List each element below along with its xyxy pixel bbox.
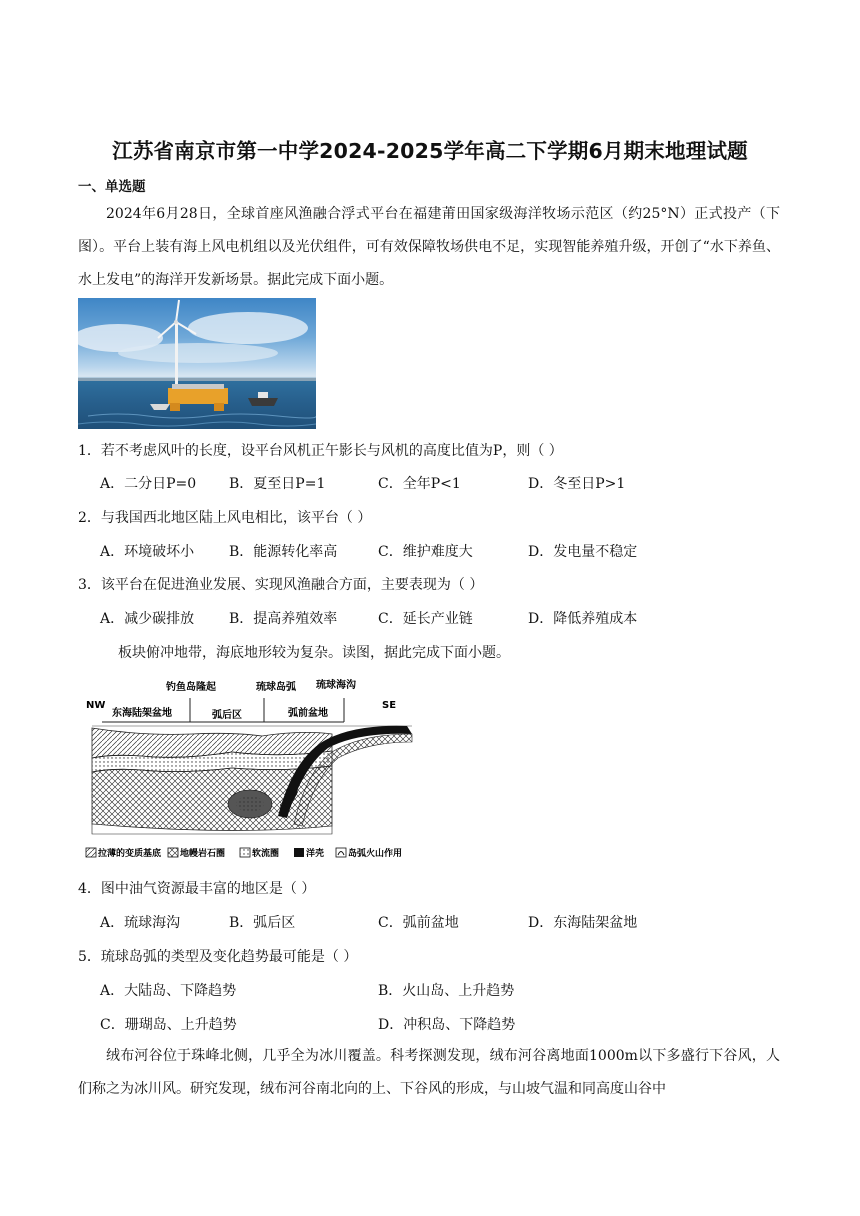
q2-option-c[interactable]: C．维护难度大 — [378, 544, 473, 560]
q5-option-a[interactable]: A．大陆岛、下降趋势 — [100, 983, 237, 999]
q2-option-a[interactable]: A．环境破坏小 — [100, 544, 195, 560]
intro-paragraph-1: 2024年6月28日，全球首座风渔融合浮式平台在福建莆田国家级海洋牧场示范区（约25°N）正式投产（下图）。平台上装有海上风电机组以及光伏组件，可有效保障牧场供电不足，实现智能养殖升级，开创了“水下养鱼、水上发电”的海洋开发新场景。据此完成下面小题。 — [78, 206, 780, 288]
page-title: 江苏省南京市第一中学2024-2025学年高二下学期6月期末地理试题 — [112, 139, 748, 163]
region-forearc-basin: 弧前盆地 — [288, 708, 328, 719]
q5-option-c[interactable]: C．珊瑚岛、上升趋势 — [100, 1017, 237, 1033]
legend-arc-volcanism: 岛弧火山作用 — [348, 849, 403, 859]
direction-se: SE — [382, 700, 397, 711]
subduction-diagram — [82, 676, 432, 866]
q3-option-c[interactable]: C．延长产业链 — [378, 611, 473, 627]
q1-option-d[interactable]: D．冬至日P>1 — [528, 476, 626, 492]
intro-paragraph-2: 板块俯冲地带，海底地形较为复杂。读图，据此完成下面小题。 — [118, 645, 510, 661]
platform-photo — [78, 298, 316, 429]
q1-option-c[interactable]: C．全年P<1 — [378, 476, 461, 492]
legend-metamorphic-basement: 拉薄的变质基底 — [98, 849, 162, 859]
direction-nw: NW — [86, 700, 106, 711]
intro-paragraph-3: 绒布河谷位于珠峰北侧，几乎全为冰川覆盖。科考探测发现，绒布河谷离地面1000m以下多盛行下谷风，人们称之为冰川风。研究发现，绒布河谷南北向的上、下谷风的形成，与山坡气温和同高度山谷中 — [78, 1048, 780, 1097]
q5-option-d[interactable]: D．冲积岛、下降趋势 — [378, 1017, 516, 1033]
q1-option-a[interactable]: A．二分日P=0 — [100, 476, 197, 492]
q4-option-a[interactable]: A．琉球海沟 — [100, 915, 181, 931]
question-1: 1．若不考虑风叶的长度，设平台风机正午影长与风机的高度比值为P，则（ ） — [78, 443, 563, 459]
region-back-arc: 弧后区 — [212, 710, 242, 721]
question-5: 5．琉球岛弧的类型及变化趋势最可能是（ ） — [78, 949, 358, 965]
q3-option-a[interactable]: A．减少碳排放 — [100, 611, 195, 627]
q4-option-d[interactable]: D．东海陆架盆地 — [528, 915, 638, 931]
q1-option-b[interactable]: B．夏至日P=1 — [229, 476, 326, 492]
q4-option-c[interactable]: C．弧前盆地 — [378, 915, 459, 931]
q4-option-b[interactable]: B．弧后区 — [229, 915, 296, 931]
legend-mantle-lithosphere: 地幔岩石圈 — [180, 849, 226, 859]
legend-asthenosphere: 软流圈 — [252, 849, 280, 859]
q3-option-d[interactable]: D．降低养殖成本 — [528, 611, 638, 627]
region-east-china-shelf: 东海陆架盆地 — [112, 708, 172, 719]
legend-oceanic-crust: 洋壳 — [306, 849, 325, 859]
label-diaoyu-rise: 钓鱼岛隆起 — [166, 682, 216, 693]
question-2: 2．与我国西北地区陆上风电相比，该平台（ ） — [78, 510, 372, 526]
q5-option-b[interactable]: B．火山岛、上升趋势 — [378, 983, 515, 999]
q2-option-d[interactable]: D．发电量不稳定 — [528, 544, 638, 560]
section-heading: 一、单选题 — [78, 179, 146, 195]
label-ryukyu-trench: 琉球海沟 — [316, 680, 356, 691]
question-3: 3．该平台在促进渔业发展、实现风渔融合方面，主要表现为（ ） — [78, 577, 484, 593]
q2-option-b[interactable]: B．能源转化率高 — [229, 544, 338, 560]
q3-option-b[interactable]: B．提高养殖效率 — [229, 611, 338, 627]
question-4: 4．图中油气资源最丰富的地区是（ ） — [78, 881, 316, 897]
label-ryukyu-arc: 琉球岛弧 — [256, 682, 296, 693]
